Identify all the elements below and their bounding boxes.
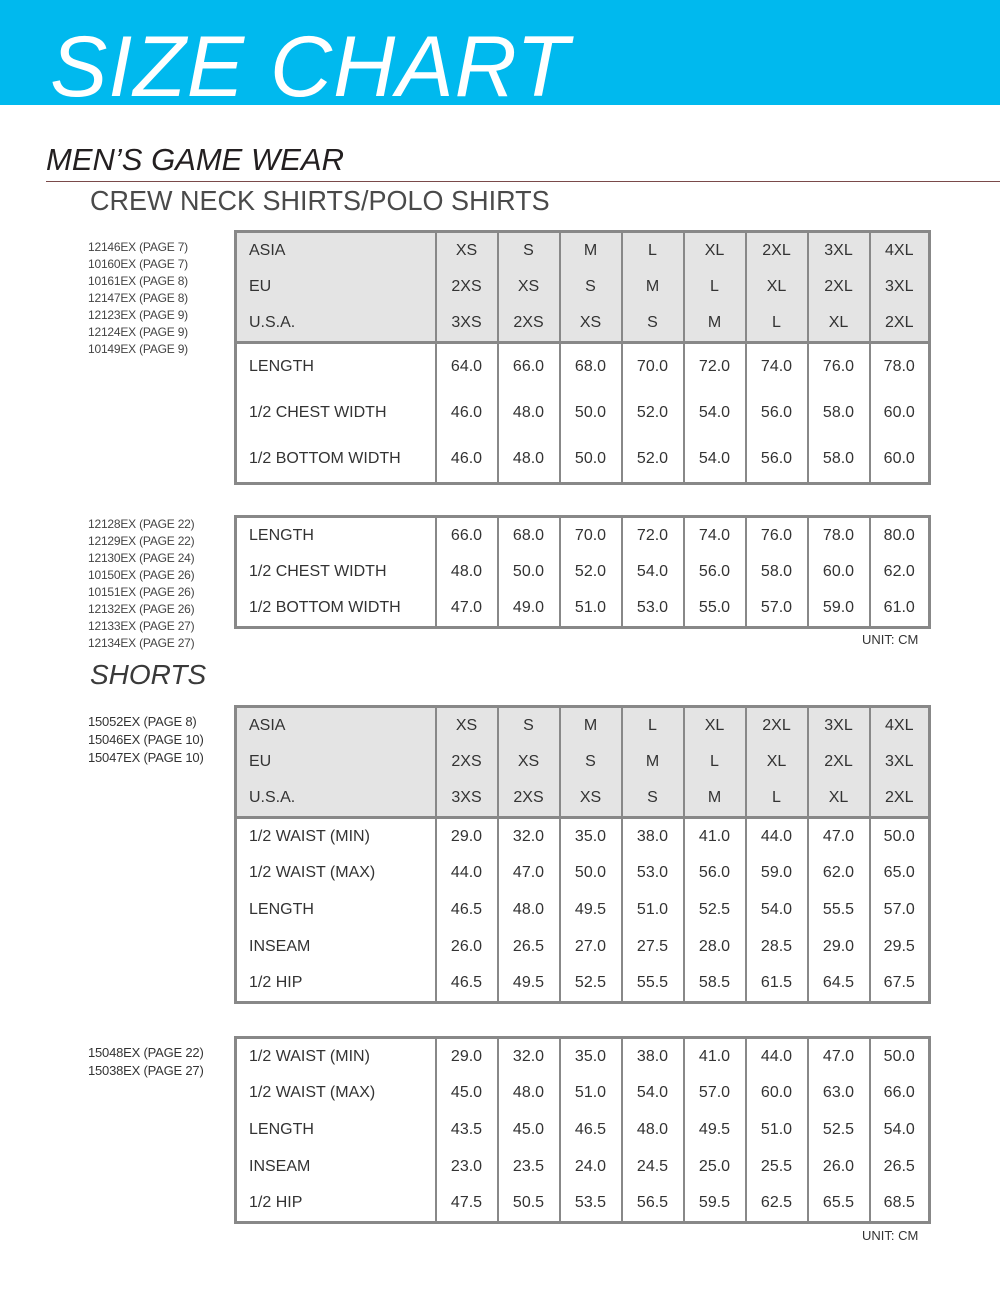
size-cell: L <box>684 269 746 306</box>
size-cell: XL <box>808 781 870 818</box>
region-label: U.S.A. <box>236 306 436 343</box>
measurement-value: 68.0 <box>498 517 560 554</box>
measurement-label: INSEAM <box>249 938 311 955</box>
measurement-value: 29.0 <box>436 818 498 855</box>
size-cell: S <box>560 744 622 781</box>
measurement-value: 52.5 <box>684 892 746 929</box>
size-cell: M <box>622 744 684 781</box>
measurement-value: 46.0 <box>436 437 498 484</box>
measurement-value: 50.0 <box>560 855 622 892</box>
measurement-value: 52.0 <box>622 390 684 437</box>
measurement-value: 53.0 <box>622 855 684 892</box>
product-code: 15046EX (PAGE 10) <box>88 732 204 747</box>
measurement-label: 1/2 WAIST (MIN) <box>249 1047 370 1065</box>
size-cell: XS <box>560 306 622 343</box>
measurement-value: 74.0 <box>684 517 746 554</box>
size-cell: M <box>684 306 746 343</box>
shirts-subtitle: CREW NECK SHIRTS/POLO SHIRTS <box>90 185 550 217</box>
measurement-row <box>236 1075 930 1112</box>
measurement-value: 45.0 <box>436 1075 498 1112</box>
measurement-value: 70.0 <box>622 343 684 390</box>
product-code: 12130EX (PAGE 24) <box>88 551 195 565</box>
size-cell: XS <box>560 781 622 818</box>
size-cell: L <box>684 744 746 781</box>
shorts-group1-size-table <box>234 705 931 1004</box>
measurement-value: 49.5 <box>498 966 560 1003</box>
size-cell: 3XL <box>870 269 930 306</box>
measurement-value: 32.0 <box>498 1038 560 1075</box>
measurement-value: 43.5 <box>436 1112 498 1149</box>
measurement-label: 1/2 WAIST (MIN) <box>236 818 436 855</box>
size-header-row <box>236 781 930 818</box>
measurement-value: 56.0 <box>684 855 746 892</box>
measurement-value: 62.0 <box>808 855 870 892</box>
product-code: 12123EX (PAGE 9) <box>88 308 188 322</box>
measurement-value: 56.0 <box>684 554 746 591</box>
measurement-value: 65.5 <box>808 1186 870 1223</box>
size-cell: XL <box>808 306 870 343</box>
measurement-row <box>236 1149 930 1186</box>
shorts-group1-product-codes <box>88 713 204 767</box>
measurement-value: 25.0 <box>684 1149 746 1186</box>
size-cell: M <box>560 232 622 269</box>
measurement-value: 26.5 <box>498 929 560 966</box>
measurement-value: 52.5 <box>560 966 622 1003</box>
measurement-value: 59.0 <box>808 591 870 628</box>
product-code: 15038EX (PAGE 27) <box>88 1063 204 1078</box>
measurement-value: 78.0 <box>808 517 870 554</box>
measurement-value: 60.0 <box>870 437 930 484</box>
measurement-value: 80.0 <box>870 517 930 554</box>
region-label: ASIA <box>236 707 436 744</box>
size-cell: M <box>560 707 622 744</box>
size-cell: 3XL <box>808 232 870 269</box>
measurement-value: 50.0 <box>870 1038 930 1075</box>
measurement-value: 66.0 <box>870 1075 930 1112</box>
product-code: 10160EX (PAGE 7) <box>88 257 188 271</box>
measurement-value: 60.0 <box>808 554 870 591</box>
measurement-value: 54.0 <box>622 554 684 591</box>
measurement-value: 47.0 <box>808 1038 870 1075</box>
region-label: ASIA <box>236 232 436 269</box>
product-code: 10161EX (PAGE 8) <box>88 274 188 288</box>
measurement-value: 72.0 <box>684 343 746 390</box>
shorts-group2-size-table <box>234 1036 931 1224</box>
product-code: 12134EX (PAGE 27) <box>88 636 195 650</box>
measurement-row <box>236 343 930 390</box>
measurement-value: 70.0 <box>560 517 622 554</box>
product-code: 12132EX (PAGE 26) <box>88 602 195 616</box>
product-code: 15048EX (PAGE 22) <box>88 1045 204 1060</box>
measurement-value: 28.0 <box>684 929 746 966</box>
size-cell: S <box>622 781 684 818</box>
measurement-value: 68.0 <box>560 343 622 390</box>
measurement-label: 1/2 CHEST WIDTH <box>249 404 387 421</box>
measurement-value: 66.0 <box>436 517 498 554</box>
measurement-value: 56.0 <box>746 390 808 437</box>
measurement-value: 26.0 <box>808 1149 870 1186</box>
measurement-value: 56.5 <box>622 1186 684 1223</box>
shorts-subtitle: SHORTS <box>90 659 207 690</box>
region-label: EU <box>236 269 436 306</box>
measurement-value: 62.5 <box>746 1186 808 1223</box>
measurement-value: 57.0 <box>746 591 808 628</box>
measurement-value: 50.0 <box>498 554 560 591</box>
measurement-value: 56.0 <box>746 437 808 484</box>
measurement-row <box>236 929 930 966</box>
measurement-value: 53.0 <box>622 591 684 628</box>
measurement-value: 50.5 <box>498 1186 560 1223</box>
measurement-value: 26.0 <box>436 929 498 966</box>
measurement-value: 61.0 <box>870 591 930 628</box>
measurement-value: 67.5 <box>870 966 930 1003</box>
measurement-value: 60.0 <box>746 1075 808 1112</box>
size-header-row <box>236 269 930 306</box>
measurement-value: 27.0 <box>560 929 622 966</box>
size-cell: S <box>498 707 560 744</box>
product-code: 12147EX (PAGE 8) <box>88 291 188 305</box>
size-cell: 2XL <box>808 269 870 306</box>
measurement-value: 24.5 <box>622 1149 684 1186</box>
size-cell: 2XS <box>436 744 498 781</box>
size-cell: L <box>746 306 808 343</box>
size-header-row <box>236 707 930 744</box>
measurement-value: 23.5 <box>498 1149 560 1186</box>
measurement-value: 55.0 <box>684 591 746 628</box>
size-cell: 2XL <box>746 707 808 744</box>
measurement-value: 41.0 <box>684 818 746 855</box>
measurement-value: 50.0 <box>560 437 622 484</box>
page-title: SIZE CHART <box>50 19 570 115</box>
size-cell: 3XS <box>436 306 498 343</box>
size-cell: S <box>560 269 622 306</box>
measurement-value: 64.0 <box>436 343 498 390</box>
measurement-value: 24.0 <box>560 1149 622 1186</box>
size-header-row <box>236 306 930 343</box>
measurement-label: 1/2 CHEST WIDTH <box>249 563 387 580</box>
measurement-value: 35.0 <box>560 818 622 855</box>
size-cell: XL <box>746 744 808 781</box>
measurement-value: 76.0 <box>746 517 808 554</box>
size-cell: 2XS <box>436 269 498 306</box>
measurement-value: 48.0 <box>622 1112 684 1149</box>
measurement-value: 54.0 <box>684 390 746 437</box>
measurement-value: 52.0 <box>560 554 622 591</box>
shirts-group2-product-codes <box>88 516 194 652</box>
size-header-row <box>236 232 930 269</box>
measurement-value: 46.5 <box>560 1112 622 1149</box>
size-cell: XS <box>498 744 560 781</box>
shorts-group2-product-codes <box>88 1044 204 1080</box>
product-code: 12129EX (PAGE 22) <box>88 534 195 548</box>
size-cell: 2XL <box>870 306 930 343</box>
measurement-value: 47.0 <box>808 818 870 855</box>
measurement-value: 58.0 <box>808 437 870 484</box>
product-code: 12128EX (PAGE 22) <box>88 517 195 531</box>
measurement-value: 38.0 <box>622 1038 684 1075</box>
measurement-value: 66.0 <box>498 343 560 390</box>
measurement-value: 58.0 <box>808 390 870 437</box>
measurement-value: 38.0 <box>622 818 684 855</box>
measurement-value: 32.0 <box>498 818 560 855</box>
size-cell: XS <box>498 269 560 306</box>
product-code: 10149EX (PAGE 9) <box>88 342 188 356</box>
measurement-value: 48.0 <box>498 892 560 929</box>
size-cell: 3XL <box>808 707 870 744</box>
measurement-row <box>236 966 930 1003</box>
measurement-value: 65.0 <box>870 855 930 892</box>
size-cell: S <box>622 306 684 343</box>
size-cell: XS <box>436 232 498 269</box>
measurement-value: 78.0 <box>870 343 930 390</box>
measurement-value: 28.5 <box>746 929 808 966</box>
measurement-value: 23.0 <box>436 1149 498 1186</box>
measurement-value: 61.5 <box>746 966 808 1003</box>
product-code: 12133EX (PAGE 27) <box>88 619 195 633</box>
measurement-row <box>236 855 930 892</box>
product-code: 12146EX (PAGE 7) <box>88 240 188 254</box>
measurement-value: 60.0 <box>870 390 930 437</box>
size-cell: L <box>622 707 684 744</box>
size-cell: XL <box>684 232 746 269</box>
shirts-group1-size-table <box>234 230 931 485</box>
measurement-value: 48.0 <box>498 1075 560 1112</box>
measurement-value: 48.0 <box>498 437 560 484</box>
measurement-value: 63.0 <box>808 1075 870 1112</box>
product-code: 12124EX (PAGE 9) <box>88 325 188 339</box>
measurement-value: 51.0 <box>560 591 622 628</box>
section-divider <box>46 181 1000 182</box>
measurement-value: 35.0 <box>560 1038 622 1075</box>
measurement-value: 59.5 <box>684 1186 746 1223</box>
measurement-value: 68.5 <box>870 1186 930 1223</box>
measurement-value: 55.5 <box>622 966 684 1003</box>
measurement-value: 44.0 <box>746 818 808 855</box>
measurement-row <box>236 390 930 437</box>
measurement-value: 76.0 <box>808 343 870 390</box>
product-code: 10151EX (PAGE 26) <box>88 585 195 599</box>
size-cell: L <box>746 781 808 818</box>
measurement-label: 1/2 HIP <box>249 974 303 992</box>
size-cell: 2XS <box>498 781 560 818</box>
measurement-value: 47.0 <box>436 591 498 628</box>
size-header-row <box>236 744 930 781</box>
measurement-value: 57.0 <box>870 892 930 929</box>
shirts-unit-label: UNIT: CM <box>862 632 919 647</box>
measurement-value: 51.0 <box>746 1112 808 1149</box>
measurement-value: 49.5 <box>560 892 622 929</box>
measurement-value: 48.0 <box>498 390 560 437</box>
size-cell: M <box>622 269 684 306</box>
measurement-label: LENGTH <box>236 343 436 390</box>
product-code: 10150EX (PAGE 26) <box>88 568 195 582</box>
shirts-group1-product-codes <box>88 239 188 358</box>
title-banner <box>0 0 1000 115</box>
region-label: U.S.A. <box>236 781 436 818</box>
measurement-value: 54.0 <box>622 1075 684 1112</box>
measurement-value: 54.0 <box>684 437 746 484</box>
size-cell: 2XL <box>746 232 808 269</box>
measurement-value: 52.0 <box>622 437 684 484</box>
measurement-value: 46.0 <box>436 390 498 437</box>
shirts-group2-size-table <box>234 515 931 629</box>
measurement-value: 51.0 <box>560 1075 622 1112</box>
measurement-value: 50.0 <box>560 390 622 437</box>
measurement-row <box>236 1112 930 1149</box>
measurement-value: 51.0 <box>622 892 684 929</box>
measurement-value: 64.5 <box>808 966 870 1003</box>
measurement-value: 53.5 <box>560 1186 622 1223</box>
size-cell: XL <box>746 269 808 306</box>
measurement-value: 29.0 <box>436 1038 498 1075</box>
measurement-value: 55.5 <box>808 892 870 929</box>
measurement-row <box>236 1186 930 1223</box>
size-cell: 3XL <box>870 744 930 781</box>
measurement-value: 49.5 <box>684 1112 746 1149</box>
size-cell: S <box>498 232 560 269</box>
measurement-label: LENGTH <box>249 526 314 544</box>
measurement-value: 27.5 <box>622 929 684 966</box>
measurement-value: 50.0 <box>870 818 930 855</box>
measurement-value: 58.0 <box>746 554 808 591</box>
section-title: MEN’S GAME WEAR <box>46 142 344 177</box>
measurement-value: 54.0 <box>870 1112 930 1149</box>
measurement-row <box>236 437 930 484</box>
measurement-label: 1/2 HIP <box>249 1194 303 1212</box>
measurement-label: INSEAM <box>249 1158 311 1175</box>
measurement-value: 25.5 <box>746 1149 808 1186</box>
size-cell: 2XL <box>870 781 930 818</box>
measurement-value: 58.5 <box>684 966 746 1003</box>
measurement-value: 44.0 <box>746 1038 808 1075</box>
measurement-value: 47.0 <box>498 855 560 892</box>
measurement-label: 1/2 WAIST (MAX) <box>249 1084 376 1101</box>
measurement-value: 59.0 <box>746 855 808 892</box>
measurement-value: 72.0 <box>622 517 684 554</box>
product-code: 15052EX (PAGE 8) <box>88 714 197 729</box>
measurement-value: 74.0 <box>746 343 808 390</box>
size-cell: XL <box>684 707 746 744</box>
measurement-label: 1/2 WAIST (MAX) <box>249 864 376 881</box>
size-cell: M <box>684 781 746 818</box>
size-cell: 4XL <box>870 707 930 744</box>
measurement-row <box>236 517 930 554</box>
measurement-value: 52.5 <box>808 1112 870 1149</box>
measurement-value: 45.0 <box>498 1112 560 1149</box>
measurement-value: 48.0 <box>436 554 498 591</box>
measurement-value: 44.0 <box>436 855 498 892</box>
measurement-label: LENGTH <box>249 901 314 918</box>
measurement-row <box>236 591 930 628</box>
region-label: EU <box>236 744 436 781</box>
measurement-value: 26.5 <box>870 1149 930 1186</box>
measurement-row <box>236 1038 930 1075</box>
measurement-value: 29.0 <box>808 929 870 966</box>
size-cell: L <box>622 232 684 269</box>
measurement-value: 57.0 <box>684 1075 746 1112</box>
size-cell: 2XS <box>498 306 560 343</box>
measurement-value: 46.5 <box>436 892 498 929</box>
measurement-label: LENGTH <box>249 1121 314 1138</box>
measurement-row <box>236 554 930 591</box>
product-code: 15047EX (PAGE 10) <box>88 750 204 765</box>
measurement-label: 1/2 BOTTOM WIDTH <box>249 450 401 468</box>
measurement-value: 54.0 <box>746 892 808 929</box>
measurement-value: 49.0 <box>498 591 560 628</box>
measurement-row <box>236 892 930 929</box>
size-cell: XS <box>436 707 498 744</box>
measurement-label: 1/2 BOTTOM WIDTH <box>249 599 401 617</box>
shorts-unit-label: UNIT: CM <box>862 1228 919 1243</box>
measurement-value: 47.5 <box>436 1186 498 1223</box>
size-cell: 3XS <box>436 781 498 818</box>
measurement-value: 29.5 <box>870 929 930 966</box>
measurement-value: 46.5 <box>436 966 498 1003</box>
size-cell: 2XL <box>808 744 870 781</box>
size-cell: 4XL <box>870 232 930 269</box>
measurement-row <box>236 818 930 855</box>
measurement-value: 41.0 <box>684 1038 746 1075</box>
measurement-value: 62.0 <box>870 554 930 591</box>
